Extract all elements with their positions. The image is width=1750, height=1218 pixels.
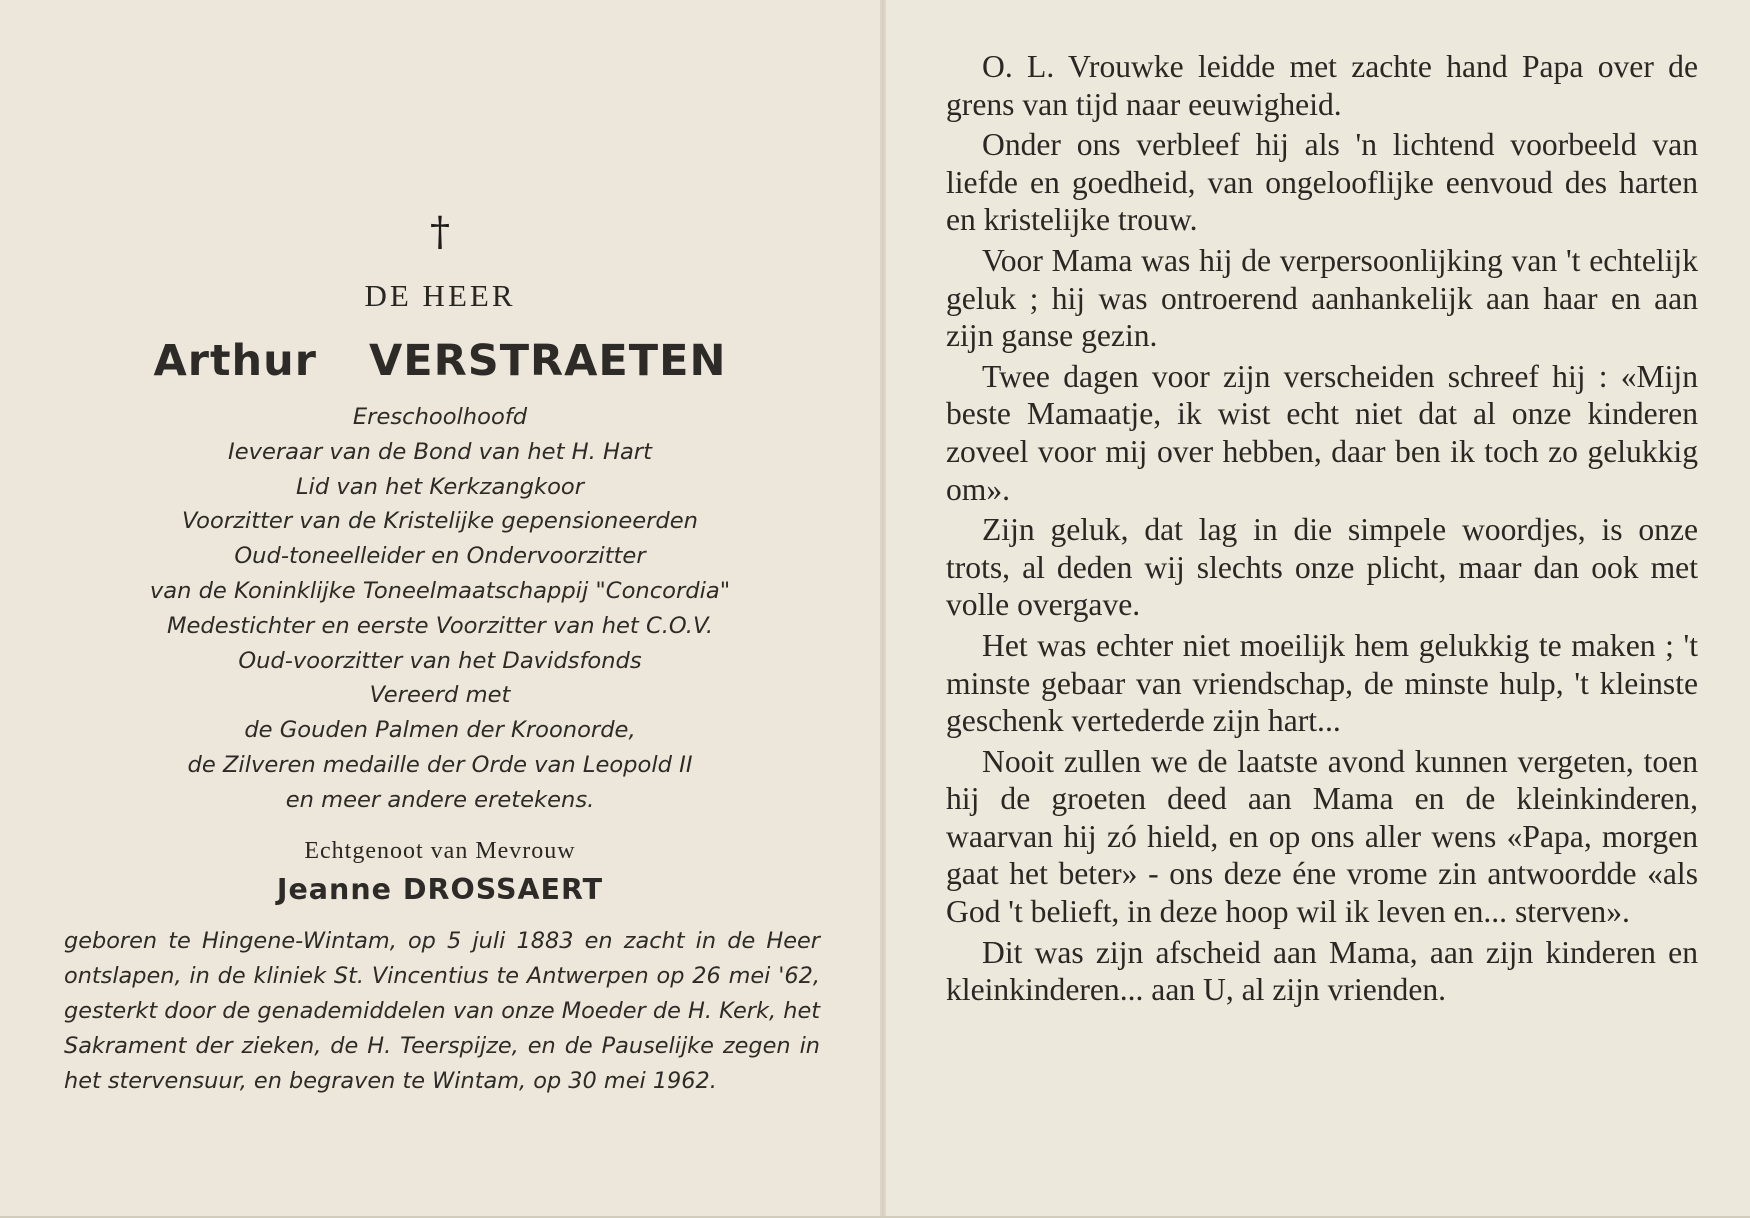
memorial-paragraph: Nooit zullen we de laatste avond kunnen vergeten, toen hij de groeten deed aan Mama en de kleinkinderen, waarvan hij zó hield, en op ons aller wens «Papa, morgen gaat het beter» - ons deze éne vrome zin antwoordde «als God 't belieft, in deze hoop wil ik leven en... sterven». <box>946 743 1698 930</box>
titles-list <box>60 400 820 818</box>
title-line: van de Koninklijke Toneelmaatschappij "Concordia" <box>149 577 731 604</box>
title-line: Oud-voorzitter van het Davidsfonds <box>238 647 642 674</box>
title-line: Vereerd met <box>369 682 511 709</box>
title-line: Oud-toneelleider en Ondervoorzitter <box>234 543 646 570</box>
title-line: Voorzitter van de Kristelijke gepensioneerden <box>182 508 698 535</box>
memorial-paragraph: Het was echter niet moeilijk hem gelukkig te maken ; 't minste gebaar van vriendschap, de minste hulp, 't kleinste geschenk vertederde zijn hart... <box>946 627 1698 739</box>
memorial-paragraph: Voor Mama was hij de verpersoonlijking van 't echtelijk geluk ; hij was ontroerend aanhankelijk aan haar en aan zijn ganse gezin. <box>946 242 1698 354</box>
cross-icon: † <box>430 209 450 255</box>
memorial-paragraph: Twee dagen voor zijn verscheiden schreef hij : «Mijn beste Mamaatje, ik wist echt niet dat al onze kinderen zoveel voor mij over hebben, daar ben ik toch zo gelukkig om». <box>946 358 1698 507</box>
last-name: VERSTRAETEN <box>368 336 727 386</box>
memorial-paragraph: Dit was zijn afscheid aan Mama, aan zijn kinderen en kleinkinderen... aan U, al zijn vrienden. <box>946 934 1698 1008</box>
memorial-paragraph: Onder ons verbleef hij als 'n lichtend voorbeeld van liefde en goedheid, van ongelooflijke eenvoud des harten en kristelijke trouw. <box>946 127 1698 238</box>
title-line: Ieveraar van de Bond van het H. Hart <box>228 438 652 465</box>
first-name: Arthur <box>153 336 317 386</box>
title-line: en meer andere eretekens. <box>285 786 595 813</box>
right-panel <box>886 0 1750 1216</box>
memorial-paragraph: Zijn geluk, dat lag in die simpele woordjes, is onze trots, al deden wij slechts onze plicht, maar dan ook met volle overgave. <box>946 512 1698 623</box>
title-line: de Zilveren medaille der Orde van Leopold II <box>187 751 693 778</box>
title-line: de Gouden Palmen der Kroonorde, <box>244 717 636 744</box>
honorific: DE HEER <box>364 278 516 313</box>
spouse-name: Jeanne DROSSAERT <box>276 872 604 906</box>
memorial-paragraph: O. L. Vrouwke leidde met zachte hand Papa over de grens van tijd naar eeuwigheid. <box>946 49 1698 122</box>
deceased-name <box>60 336 820 386</box>
biography: geboren te Hingene-Wintam, op 5 juli 1883 en zacht in de Heer ontslapen, in de kliniek St. Vincentius te Antwerpen op 26 mei '62, gesterkt door de genademiddelen van onze Moeder de H. Kerk, het Sakrament der zieken, de H. Teerspijze, en de Pauselijke zegen in het stervensuur, en begraven te Wintam, op 30 mei 1962. <box>64 927 820 1094</box>
title-line: Medestichter en eerste Voorzitter van het C.O.V. <box>166 612 714 639</box>
spouse-intro: Echtgenoot van Mevrouw <box>304 837 576 864</box>
title-line: Ereschoolhoofd <box>352 404 528 430</box>
title-line: Lid van het Kerkzangkoor <box>295 473 585 500</box>
